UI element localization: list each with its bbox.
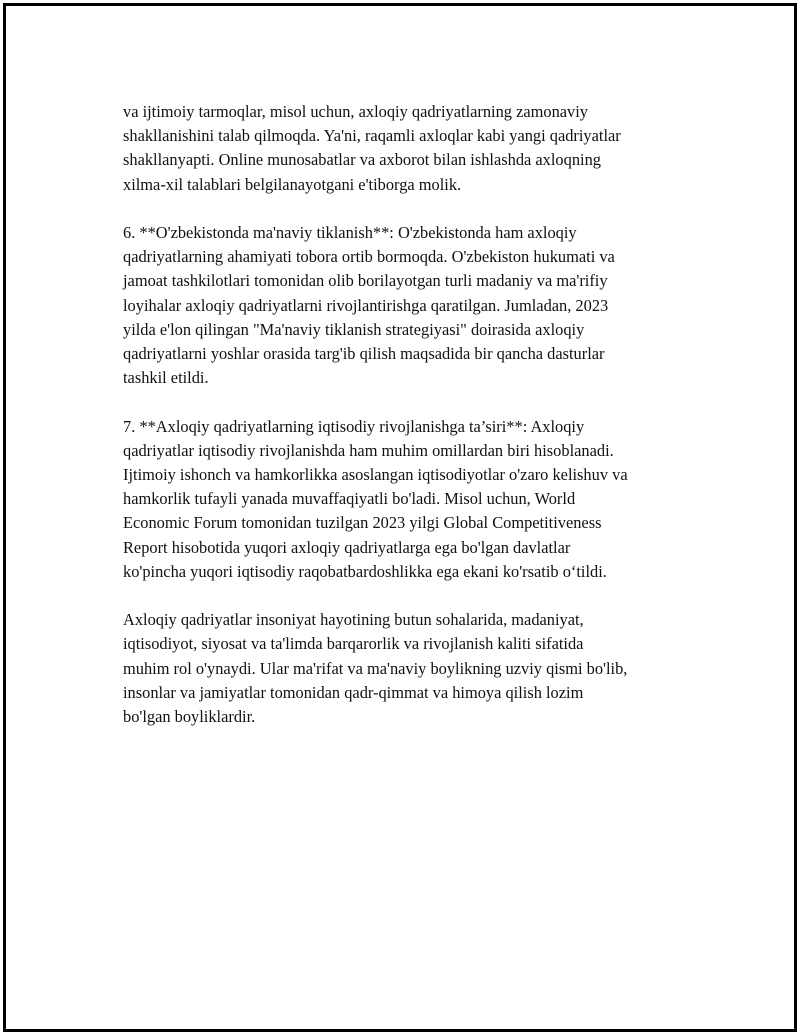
text-line: bo'lgan boyliklardir. <box>123 707 256 727</box>
text-line: va ijtimoiy tarmoqlar, misol uchun, axloqiy qadriyatlarning zamonaviy <box>123 102 589 121</box>
text-line: 7. **Axloqiy qadriyatlarning iqtisodiy rivojlanishga ta’siri**: Axloqiy <box>123 416 585 436</box>
page-body <box>123 100 703 753</box>
text-line: Economic Forum tomonidan tuzilgan 2023 yilgi Global Competitiveness <box>123 513 602 533</box>
paragraph-conclusion <box>123 608 703 729</box>
text-line: qadriyatlarni yoshlar orasida targ'ib qilish maqsadida bir qancha dasturlar <box>123 344 605 364</box>
text-line: tashkil etildi. <box>123 368 209 388</box>
text-line: Ijtimoiy ishonch va hamkorlikka asoslangan iqtisodiyotlar o'zaro kelishuv va <box>123 465 628 485</box>
text-line: insonlar va jamiyatlar tomonidan qadr-qimmat va himoya qilish lozim <box>123 682 584 702</box>
text-line: yilda e'lon qilingan "Ma'naviy tiklanish strategiyasi" doirasida axloqiy <box>123 319 585 339</box>
paragraph-section-7 <box>123 415 703 584</box>
page-frame <box>3 3 797 1032</box>
text-line: hamkorlik tufayli yanada muvaffaqiyatli bo'ladi. Misol uchun, World <box>123 489 576 509</box>
paragraph-section-6 <box>123 221 703 390</box>
text-line: shakllanishini talab qilmoqda. Ya'ni, raqamli axloqlar kabi yangi qadriyatlar <box>123 126 621 146</box>
text-line: Report hisobotida yuqori axloqiy qadriyatlarga ega bo'lgan davlatlar <box>123 537 571 557</box>
text-line: shakllanyapti. Online munosabatlar va axborot bilan ishlashda axloqning <box>123 150 601 170</box>
text-line: qadriyatlar iqtisodiy rivojlanishda ham muhim omillardan biri hisoblanadi. <box>123 440 614 460</box>
text-line: Axloqiy qadriyatlar insoniyat hayotining butun sohalarida, madaniyat, <box>123 610 584 630</box>
text-line: iqtisodiyot, siyosat va ta'limda barqarorlik va rivojlanish kaliti sifatida <box>123 634 584 654</box>
text-line: loyihalar axloqiy qadriyatlarni rivojlantirishga qaratilgan. Jumladan, 2023 <box>123 295 609 315</box>
text-line: jamoat tashkilotlari tomonidan olib borilayotgan turli madaniy va ma'rifiy <box>123 271 608 291</box>
text-line: xilma-xil talablari belgilanayotgani e'tiborga molik. <box>123 174 462 194</box>
paragraph-digital-ethics <box>123 100 703 197</box>
text-line: muhim rol o'ynaydi. Ular ma'rifat va ma'naviy boylikning uzviy qismi bo'lib, <box>123 658 628 678</box>
text-line: 6. **O'zbekistonda ma'naviy tiklanish**: O'zbekistonda ham axloqiy <box>123 223 577 242</box>
text-line: ko'pincha yuqori iqtisodiy raqobatbardoshlikka ega ekani ko'rsatib o‘tildi. <box>123 561 607 581</box>
text-line: qadriyatlarning ahamiyati tobora ortib bormoqda. O'zbekiston hukumati va <box>123 247 615 267</box>
